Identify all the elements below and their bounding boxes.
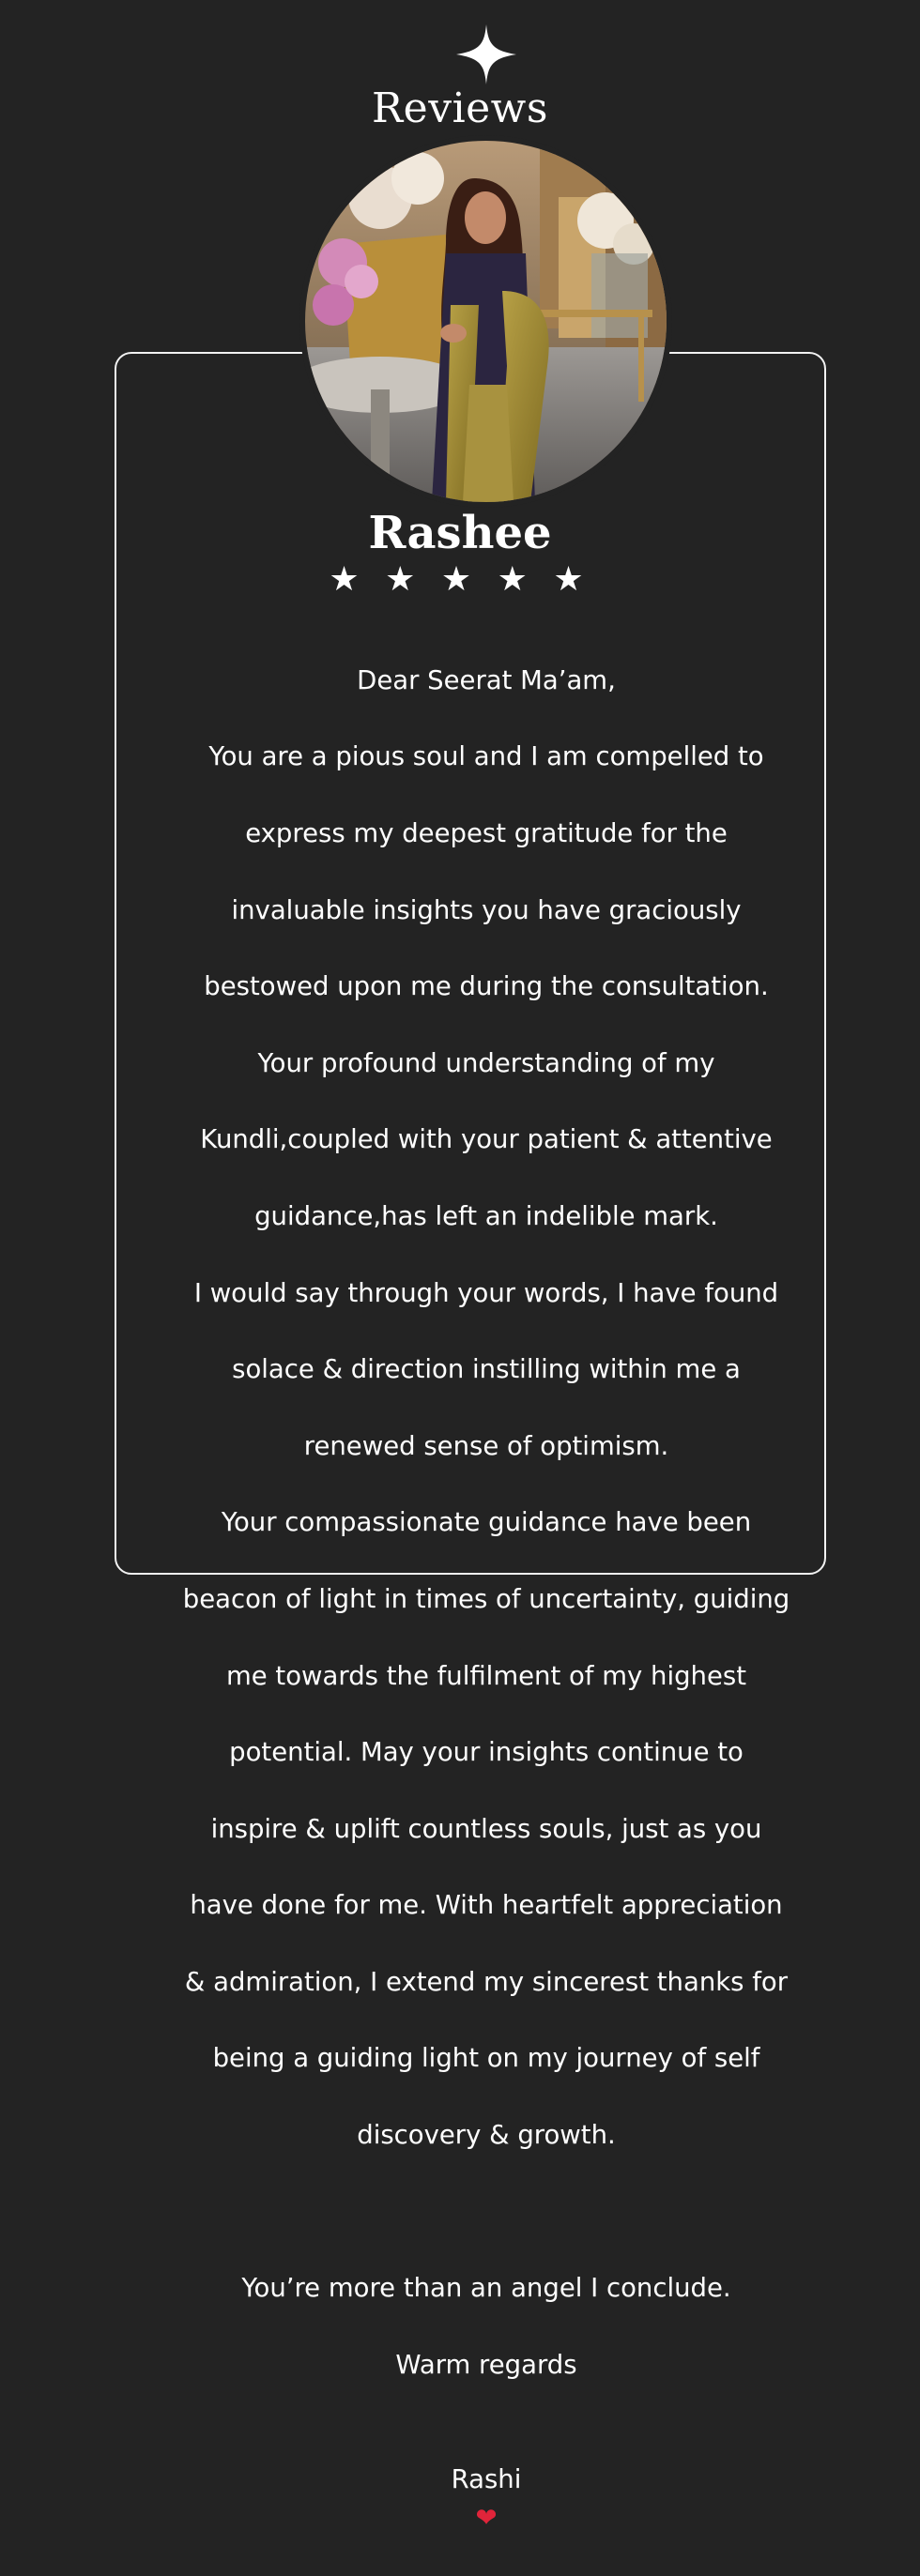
review-message — [169, 623, 804, 2576]
message-line: Dear Seerat Ma’am, — [357, 664, 616, 695]
message-line: me towards the fulfilment of my highest — [225, 1660, 747, 1691]
message-line: Warm regards — [395, 2349, 577, 2380]
message-line: discovery & growth. — [357, 2120, 616, 2151]
star-icon: ★ — [440, 560, 480, 599]
sparkle-icon — [456, 24, 516, 84]
message-line: renewed sense of optimism. — [303, 1430, 669, 1461]
message-line: being a guiding light on my journey of self — [212, 2043, 760, 2074]
message-spacer — [169, 2193, 804, 2232]
message-line: invaluable insights you have graciously — [231, 894, 742, 925]
heart-icon: ❤ — [475, 2503, 498, 2534]
message-line: & admiration, I extend my sincerest thanks for — [184, 1966, 789, 1997]
star-icon: ★ — [553, 560, 591, 599]
message-line: You are a pious soul and I am compelled to — [208, 741, 764, 772]
star-icon: ★ — [385, 560, 423, 599]
reviewer-name: Rashee — [368, 507, 552, 559]
message-line: beacon of light in times of uncertainty, guiding — [182, 1583, 790, 1614]
message-line: have done for me. With heartfelt appreciation — [190, 1890, 783, 1921]
message-line: guidance,has left an indelible mark. — [254, 1200, 718, 1231]
star-icon: ★ — [497, 560, 535, 599]
message-line: solace & direction instilling within me a — [232, 1354, 741, 1385]
reviewer-avatar — [305, 141, 667, 502]
message-line: Your compassionate guidance have been — [221, 1507, 752, 1538]
message-line: bestowed upon me during the consultation. — [204, 971, 769, 1002]
message-line: inspire & uplift countless souls, just as you — [210, 1813, 762, 1844]
message-line: Your profound understanding of my — [257, 1047, 715, 1078]
message-line: express my deepest gratitude for the — [245, 817, 728, 848]
signature-line — [169, 2422, 804, 2537]
message-line: Kundli,coupled with your patient & attentive — [200, 1124, 773, 1155]
message-line: You’re more than an angel I conclude. — [241, 2273, 731, 2304]
star-icon: ★ — [329, 560, 367, 599]
page-title: Reviews — [372, 84, 548, 132]
signature: Rashi — [451, 2464, 522, 2495]
star-rating — [0, 561, 920, 599]
message-line: I would say through your words, I have found — [193, 1277, 779, 1308]
message-line: potential. May your insights continue to — [229, 1737, 744, 1768]
